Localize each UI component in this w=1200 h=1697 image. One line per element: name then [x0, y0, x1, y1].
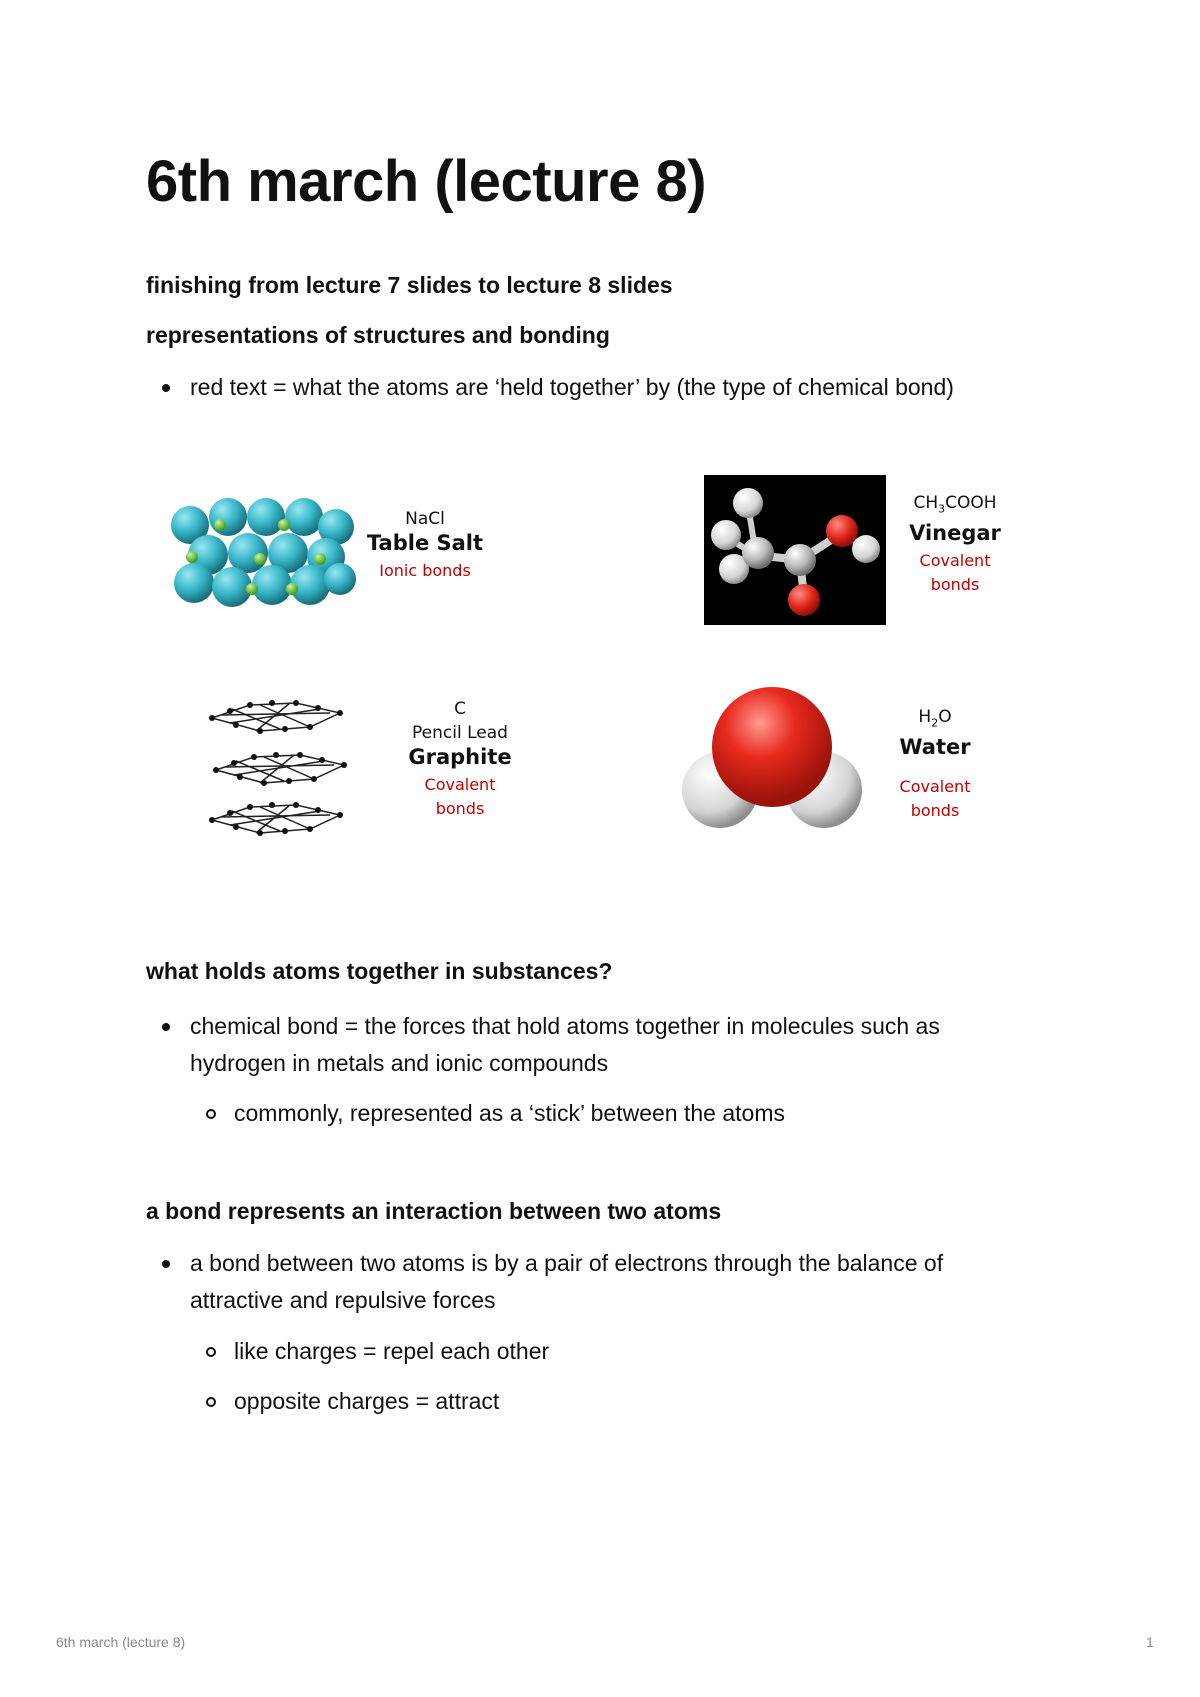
sub-bullet-text: like charges = repel each other — [234, 1338, 550, 1364]
vinegar-formula: $CH_3COOH$ — [913, 493, 997, 516]
water-label — [880, 705, 990, 823]
footer-document-title: 6th march (lecture 8) — [56, 1634, 186, 1650]
graphite-label — [400, 697, 520, 821]
nacl-crystal-image — [171, 498, 356, 607]
sub-bullet-like-charges — [234, 1333, 549, 1370]
section-heading-representations: representations of structures and bonding — [146, 322, 610, 348]
bullet-text-line1: chemical bond = the forces that hold atoms together in molecules such as — [190, 1013, 940, 1039]
bullet-chemical-bond — [190, 1008, 1070, 1082]
salt-bond-type: Ionic bonds — [379, 561, 471, 580]
salt-label — [360, 507, 490, 583]
bullet-text: red text = what the atoms are ‘held together’ by (the type of chemical bond) — [190, 374, 954, 400]
footer-page-number: 1 — [1146, 1634, 1154, 1650]
graphite-bond-type: Covalent — [424, 775, 496, 794]
graphite-name: Graphite — [408, 745, 512, 769]
bullet-red-text — [190, 369, 954, 406]
vinegar-molecule-image — [704, 475, 886, 625]
bonding-figure — [160, 465, 1100, 850]
water-bond-type-2: bonds — [910, 801, 960, 821]
bullet-text-line1: a bond between two atoms is by a pair of electrons through the balance of — [190, 1250, 944, 1276]
sub-bullet-text: commonly, represented as a ‘stick’ between the atoms — [234, 1100, 785, 1126]
section-heading-what-holds-atoms: what holds atoms together in substances? — [146, 958, 613, 984]
water-bond-type: Covalent — [899, 777, 971, 797]
water-formula: $H_2O$ — [918, 707, 952, 730]
bullet-bond-electrons — [190, 1245, 1070, 1319]
subheading-lecture-range: finishing from lecture 7 slides to lecture 8 slides — [146, 272, 673, 298]
sub-bullet-stick — [234, 1095, 785, 1132]
sub-bullet-ring-icon — [206, 1347, 216, 1357]
bullet-dot-icon — [162, 1023, 170, 1031]
bullet-dot-icon — [162, 1260, 170, 1268]
graphite-formula: C — [454, 699, 466, 719]
bullet-dot-icon — [162, 384, 170, 392]
water-molecule-image — [682, 687, 862, 828]
section-heading-bond-interaction: a bond represents an interaction between two atoms — [146, 1198, 722, 1224]
vinegar-name: Vinegar — [909, 521, 1001, 546]
graphite-bond-type-2: bonds — [435, 799, 485, 818]
sub-bullet-ring-icon — [206, 1397, 216, 1407]
graphite-common-name: Pencil Lead — [412, 723, 508, 743]
sub-bullet-text: opposite charges = attract — [234, 1388, 500, 1414]
vinegar-bond-type-2: bonds — [930, 575, 980, 595]
bullet-text-line2: hydrogen in metals and ionic compounds — [190, 1050, 609, 1076]
sub-bullet-ring-icon — [206, 1109, 216, 1119]
page-title: 6th march (lecture 8) — [146, 149, 707, 214]
water-name: Water — [899, 735, 971, 760]
salt-name: Table Salt — [366, 531, 484, 555]
salt-formula: NaCl — [405, 509, 445, 529]
vinegar-bond-type: Covalent — [919, 551, 991, 571]
vinegar-label — [900, 491, 1010, 597]
bullet-text-line2: attractive and repulsive forces — [190, 1287, 496, 1313]
sub-bullet-opposite-charges — [234, 1383, 499, 1420]
